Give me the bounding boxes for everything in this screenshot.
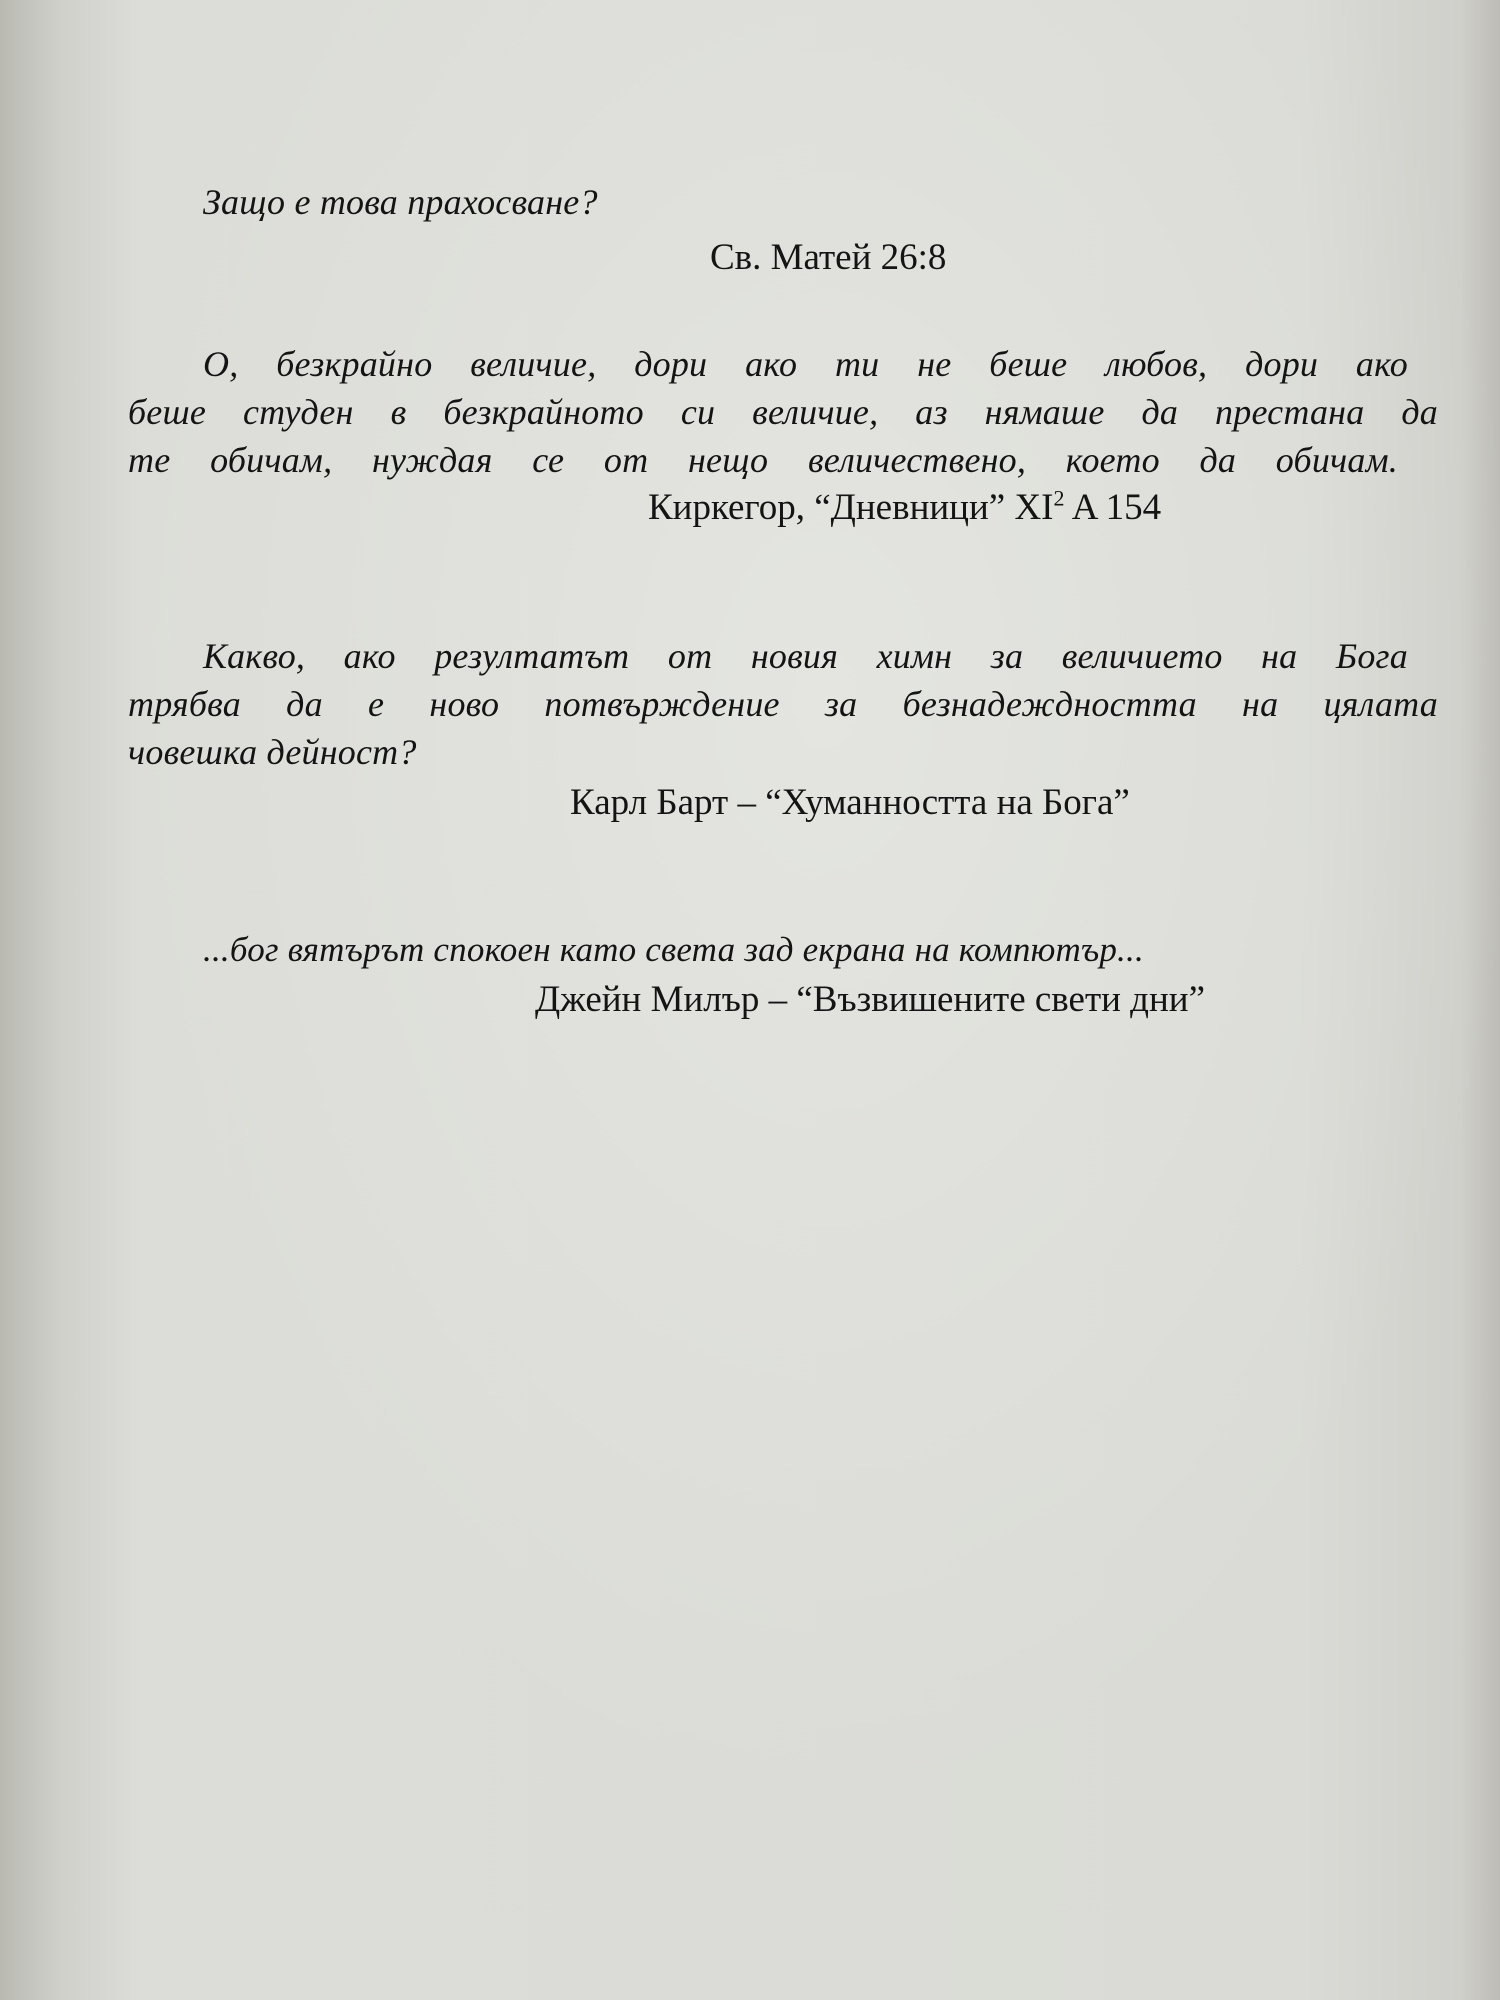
epigraph-1-quote: Защо е това прахосване?	[203, 182, 598, 222]
epigraph-2-quote-line-3: те обичам, нуждая се от нещо величествено, което да обичам.	[128, 440, 1398, 480]
epigraph-2-source	[648, 486, 1161, 530]
epigraph-2-quote-line-2: беше студен в безкрайното си величие, аз нямаше да престана да	[128, 392, 1438, 432]
epigraph-4-source: Джейн Милър – “Възвишените свети дни”	[535, 979, 1206, 1020]
epigraph-2-source-sup: 2	[1053, 485, 1065, 511]
epigraph-1-source: Св. Матей 26:8	[710, 237, 947, 278]
epigraph-4-quote: ...бог вятърът спокоен като света зад екрана на компютър...	[203, 930, 1144, 969]
epigraph-2-source-main: Киркегор, “Дневници” XI	[648, 487, 1054, 528]
epigraph-3-quote-line-3: човешка дейност?	[128, 732, 417, 772]
epigraph-3-quote-line-1: Какво, ако резултатът от новия химн за величието на Бога	[203, 636, 1408, 676]
epigraph-2-source-end: A 154	[1064, 487, 1162, 528]
epigraph-3-quote-line-2: трябва да е ново потвърждение за безнадеждността на цялата	[128, 684, 1438, 724]
epigraph-3-source: Карл Барт – “Хуманността на Бога”	[570, 782, 1130, 823]
epigraph-2-quote-line-1: О, безкрайно величие, дори ако ти не беше любов, дори ако	[203, 344, 1408, 384]
